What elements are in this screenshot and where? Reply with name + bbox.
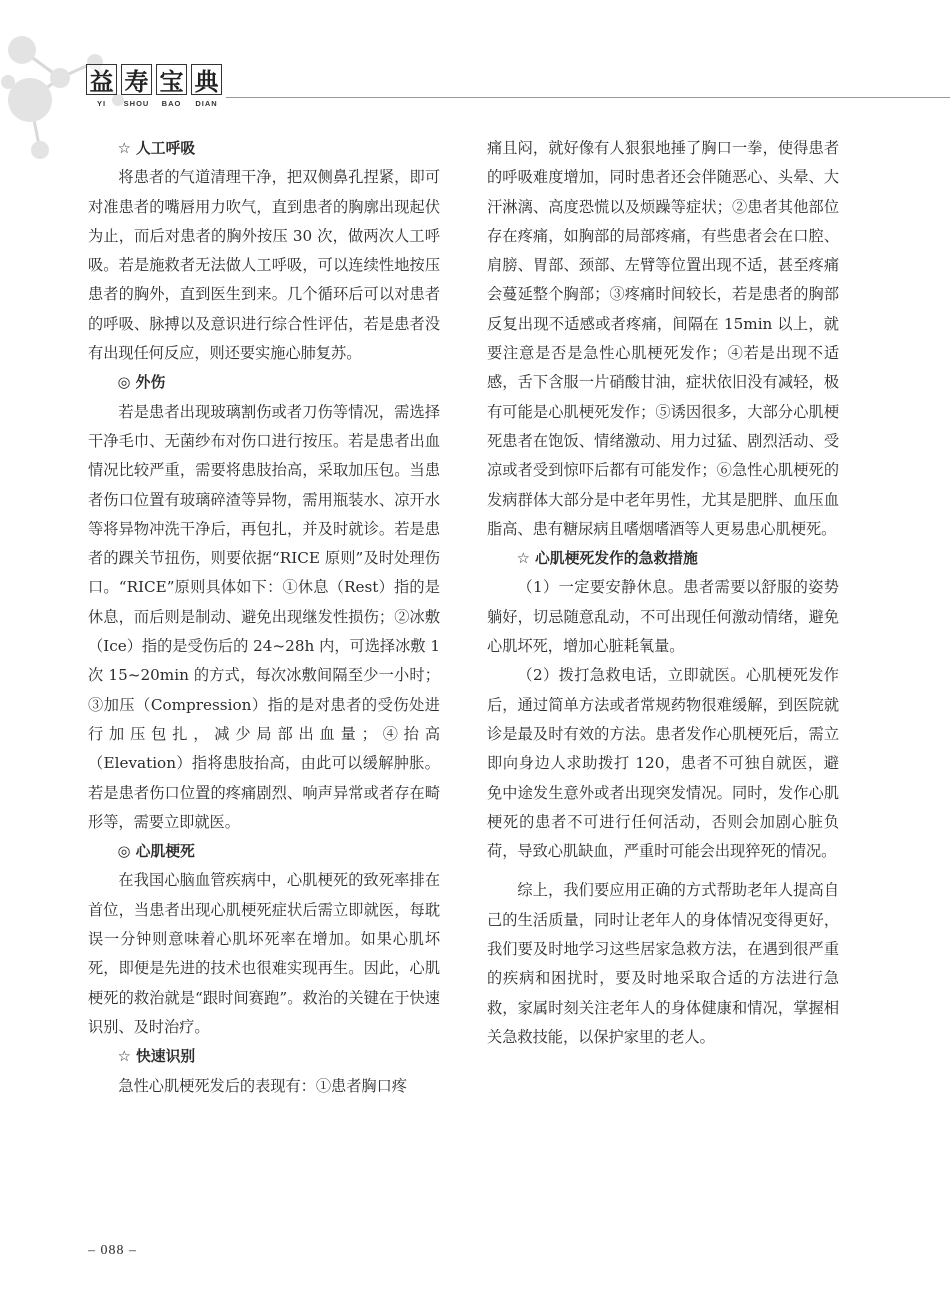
paragraph-symptoms: 痛且闷，就好像有人狠狠地捶了胸口一拳，使得患者的呼吸难度增加，同时患者还会伴随恶心、头晕、大汗淋漓、高度恐慌以及烦躁等症状；②患者其他部位存在疼痛，如胸部的局部疼痛，有些患者会在口腔、肩膀、胃部、颈部、左臂等位置出现不适，甚至疼痛会蔓延整个胸部；③疼痛时间较长，若是患者的胸部反复出现不适感或者疼痛，间隔在 15min 以上，就要注意是否是急性心肌梗死发作；④若是出现不适感，舌下含服一片硝酸甘油，症状依旧没有减轻，极有可能是心肌梗死发作；⑤诱因很多，大部分心肌梗死患者在饱饭、情绪激动、用力过猛、剧烈活动、受凉或者受到惊吓后都有可能发作；⑥急性心肌梗死的发病群体大部分是中老年男性，尤其是肥胖、血压血脂高、患有糖尿病且嗜烟嗜酒等人更易患心肌梗死。 (487, 139, 839, 538)
section-heading-cpr: ☆ 人工呼吸 (117, 140, 196, 157)
section-heading-first-aid: ☆ 心肌梗死发作的急救措施 (516, 550, 698, 568)
paragraph-conclusion: 综上，我们要应用正确的方式帮助老年人提高自己的生活质量，同时让老年人的身体情况变得更好，我们要及时地学习这些居家急救方法，在遇到很严重的疾病和困扰时，要及时地采取合适的方法进行急救，家属时刻关注老年人的身体健康和情况，掌握相关急救技能，以保护家里的老人。 (487, 881, 839, 1046)
magazine-title (86, 64, 222, 95)
title-char: 宝 (156, 64, 187, 95)
paragraph-quick-id: 急性心肌梗死发后的表现有：①患者胸口疼 (118, 1076, 407, 1095)
paragraph-call-emergency: （2）拨打急救电话，立即就医。心肌梗死发作后，通过简单方法或者常规药物很难缓解，到医院就诊是最及时有效的方法。患者发作心肌梗死后，需立即向身边人求助拨打 120，患者不可独自就医，避免中途发生意外或者出现突发情况。同时，发作心肌梗死的患者不可进行任何活动，否则会加剧心脏负荷，导致心肌缺血，严重时可能会出现猝死的情况。 (487, 666, 839, 861)
pinyin-label: YI (96, 99, 107, 108)
paragraph-rest: （1）一定要安静休息。患者需要以舒服的姿势躺好，切忌随意乱动，不可出现任何激动情绪，避免心肌坏死，增加心脏耗氧量。 (487, 578, 839, 656)
paragraph-trauma: 若是患者出现玻璃割伤或者刀伤等情况，需选择干净毛巾、无菌纱布对伤口进行按压。若是患者出血情况比较严重，需要将患肢抬高，采取加压包。当患者伤口位置有玻璃碎渣等异物，需用瓶装水、凉开水等将异物冲洗干净后，再包扎，并及时就诊。若是患者的踝关节扭伤，则要依据“RICE 原则”及时处理伤口。“RICE”原则具体如下：①休息（Rest）指的是休息，而后则是制动、避免出现继发性损伤；②冰敷（Ice）指的是受伤后的 24~28h 内，可选择冰敷 1 次 15~20min 的方式，每次冰敷间隔至少一小时；③加压（Compression）指的是对患者的受伤处进行加压包扎，减少局部出血量；④抬高（Elevation）指将患肢抬高，由此可以缓解肿胀。若是患者伤口位置的疼痛剧烈、响声异常或者存在畸形等，需要立即就医。 (88, 402, 440, 831)
right-column (487, 134, 839, 1052)
section-heading-mi: ◎ 心肌梗死 (117, 843, 195, 861)
section-heading-trauma: ◎ 外伤 (117, 374, 166, 392)
title-pinyin (86, 99, 222, 108)
paragraph-mi: 在我国心脑血管疾病中，心肌梗死的致死率排在首位，当患者出现心肌梗死症状后需立即就医，每耽误一分钟则意味着心肌坏死率在增加。如果心肌坏死，即便是先进的技术也很难实现再生。因此，心肌梗死的救治就是“跟时间赛跑”。救治的关键在于快速识别、及时治疗。 (88, 871, 440, 1036)
title-char: 益 (86, 64, 117, 95)
header-rule (226, 97, 950, 98)
section-heading-quick-id: ☆ 快速识别 (117, 1048, 196, 1066)
paragraph-cpr: 将患者的气道清理干净，把双侧鼻孔捏紧，即可对准患者的嘴唇用力吹气，直到患者的胸廓出现起伏为止，而后对患者的胸外按压 30 次，做两次人工呼吸。若是施救者无法做人工呼吸，可以连续性地按压患者的胸外，直到医生到来。几个循环后可以对患者的呼吸、脉搏以及意识进行综合性评估，若是患者没有出现任何反应，则还要实施心肺复苏。 (88, 168, 440, 363)
magazine-header (86, 64, 222, 108)
pinyin-label: SHOU (123, 99, 150, 108)
left-column (88, 134, 440, 1101)
page-number: – 088 – (88, 1243, 137, 1258)
title-char: 寿 (121, 64, 152, 95)
title-char: 典 (191, 64, 222, 95)
pinyin-label: DIAN (195, 99, 218, 108)
pinyin-label: BAO (161, 99, 182, 108)
